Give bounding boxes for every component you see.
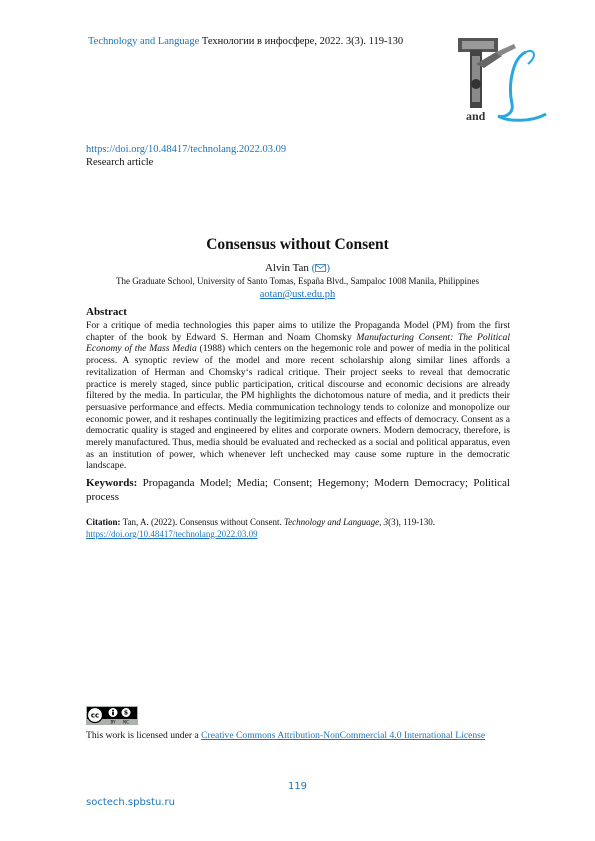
citation-label: Citation: [86,517,121,527]
by-badge-text: BY [110,719,116,725]
keywords-label: Keywords: [86,477,138,489]
license-statement [86,730,485,741]
abstract-text-1: For a critique of media technologies this paper aims to utilize the Propaganda Model (PM) from the first chapter of the book by Edward S. Herman and Noam Chomsky [86,320,510,343]
article-doi-link[interactable]: https://doi.org/10.48417/technolang.2022.03.09 [86,144,287,155]
author-line: Alvin Tan ( ) [264,262,331,274]
citation-doi-link[interactable]: https://doi.org/10.48417/technolang.2022.03.09 [86,528,258,539]
author-affiliation: The Graduate School, University of Santo Tomas, España Blvd., Sampaloc 1008 Manila, Philippines [116,276,479,286]
citation-journal: Technology and Language, 3 [283,517,389,527]
citation [86,517,510,540]
cc-badge-text: cc [90,711,100,720]
abstract-heading: Abstract [86,306,127,318]
license-link[interactable]: Creative Commons Attribution-NonCommercial 4.0 International License [201,730,486,741]
keywords-text: Propaganda Model; Media; Consent; Hegemony; Modern Democracy; Political process [86,477,510,503]
running-header [88,36,403,47]
author-name: Alvin Tan [264,262,309,274]
citation-text: Tan, A. (2022). Consensus without Consent. [122,517,282,527]
email-envelope-icon[interactable] [315,264,326,272]
article-type: Research article [86,157,154,168]
abstract-book-title: Manufacturing Consent: The Political Economy of the Mass Media [86,331,510,355]
keywords [86,476,510,504]
abstract-text-2: (1988) which centers on the hegemonic role and power of media in the political process. A synoptic review of the model and more recent scholarship along similar lines affords a revitalization of Herman and Chomsky‘s radical critique. Their project seeks to reveal that democratic practice is merely staged, since public participation, critical discourse and economic decisions are already filtered by the media. In particular, the PM highlights the dichotomous nature of media, and it predicts their persuasive performance and effects. Media communication technology tends to colonize and monopolize our economic power, and it reshapes continually the legitimizing practices and effects of democracy. Consent as a democratic quality is staged and engineered by elites and corporate owners. Modern democracy, therefore, is merely manufactured. Thus, media should be evaluated and rechecked as a social and political apparatus, even as an institution of power, which whenever left unchecked may cause some rupture in the democratic landscape. [86,343,510,472]
article-title: Consensus without Consent [206,236,389,253]
citation-issue: (3), 119-130. [388,517,436,527]
page-number: 119 [287,781,308,792]
journal-logo [456,34,548,124]
license-prefix: This work is licensed under a [86,730,202,741]
journal-name-ru: Технологии в инфосфере, 2022. 3(3). 119-130 [201,36,404,47]
abstract-body [86,320,510,472]
author-email-link[interactable] [0,289,595,300]
nc-badge-text: NC [123,719,129,725]
cc-by-nc-badge[interactable] [86,706,138,725]
journal-name-en: Technology and Language [88,36,200,47]
svg-text:$: $ [123,709,129,717]
logo-text: and [466,109,486,123]
email-link[interactable]: aotan@ust.edu.ph [259,289,336,300]
website-link[interactable]: soctech.spbstu.ru [86,797,175,808]
